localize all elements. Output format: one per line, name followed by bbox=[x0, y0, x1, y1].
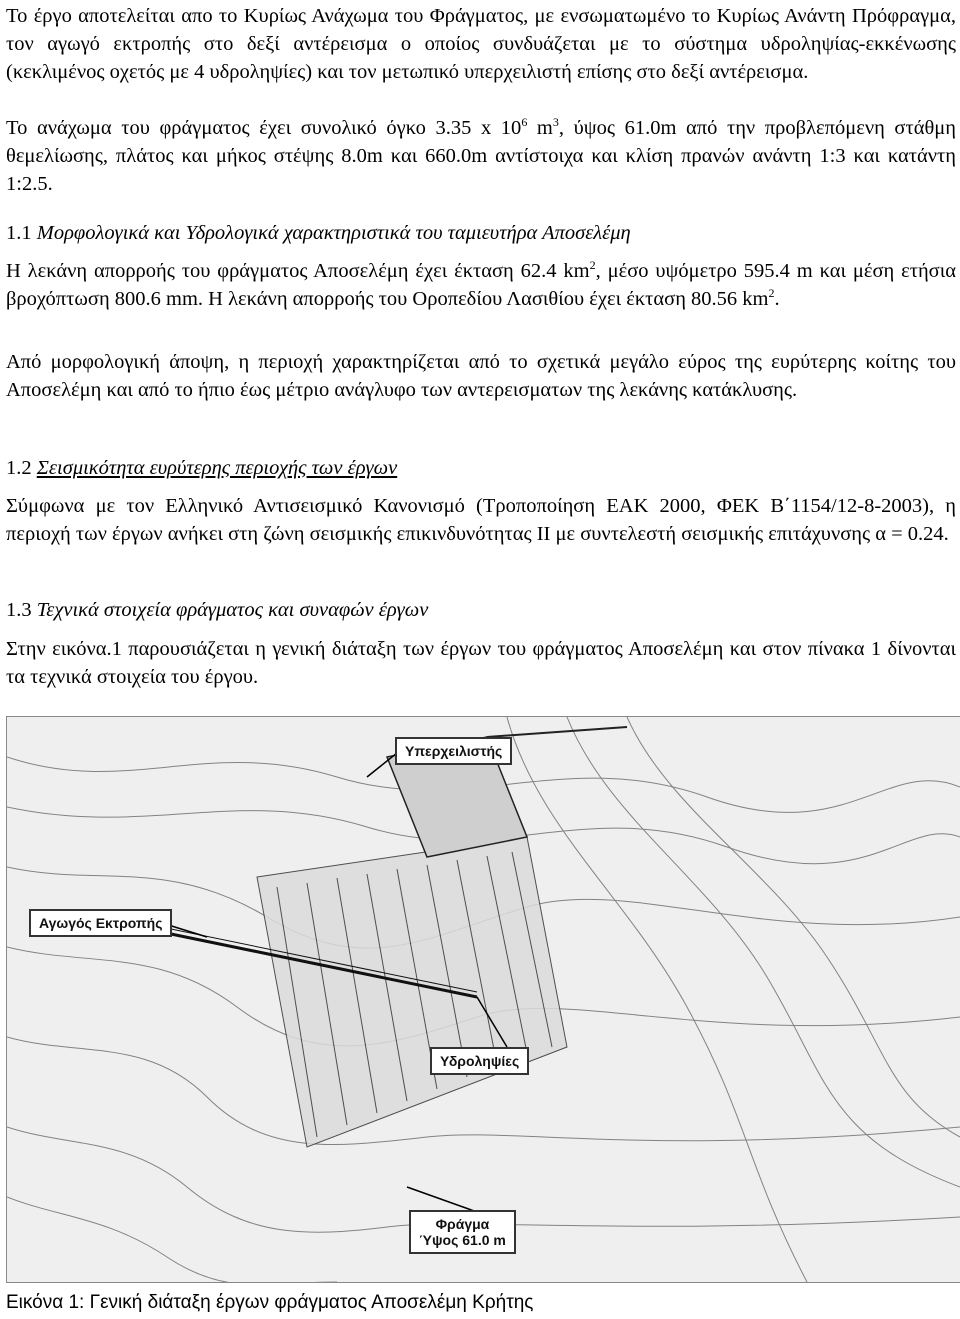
section-heading-1-2: 1.2 Σεισμικότητα ευρύτερης περιοχής των έργων bbox=[6, 457, 398, 479]
diversion-conduit-label: Αγωγός Εκτροπής bbox=[29, 909, 172, 937]
figure-caption: Εικόνα 1: Γενική διάταξη έργων φράγματος Αποσελέμη Κρήτης bbox=[6, 1292, 534, 1313]
paragraph-figure-intro: Στην εικόνα.1 παρουσιάζεται η γενική διάταξη των έργων του φράγματος Αποσελέμη και στον πίνακα 1 δίνονται τα τεχνικά στοιχεία του έργου. bbox=[6, 638, 956, 688]
intakes-label: Υδροληψίες bbox=[430, 1047, 529, 1075]
spillway-label: Υπερχειλιστής bbox=[395, 737, 512, 765]
paragraph-morphology: Από μορφολογική άποψη, η περιοχή χαρακτηρίζεται από το σχετικά μεγάλο εύρος της ευρύτερης κοίτης του Αποσελέμη και από το ήπιο έως μέτριο ανάγλυφο των αντερεισματων της λεκάνης κατάκλυσης. bbox=[6, 351, 956, 401]
paragraph-seismicity: Σύμφωνα με τον Ελληνικό Αντισεισμικό Κανονισμό (Τροποποίηση ΕΑΚ 2000, ΦΕΚ Β΄1154/12-8-2003), η περιοχή των έργων ανήκει στη ζώνη σεισμικής επικινδυνότητας ΙΙ με συντελεστή σεισμικής επιτάχυνσης α = 0.24. bbox=[6, 495, 956, 545]
section-heading-1-1: 1.1 Μορφολογικά και Υδρολογικά χαρακτηριστικά του ταμιευτήρα Αποσελέμη bbox=[6, 222, 631, 244]
section-heading-1-3: 1.3 Τεχνικά στοιχεία φράγματος και συναφών έργων bbox=[6, 599, 429, 621]
paragraph-project-description: Το έργο αποτελείται απο το Κυρίως Ανάχωμα του Φράγματος, με ενσωματωμένο το Κυρίως Ανάντη Πρόφραγμα, τον αγωγό εκτροπής στο δεξί αντέρεισμα ο οποίος συνδυάζεται με το σύστημα υδροληψίας-εκκένωσης (κεκλιμένος οχετός με 4 υδροληψίες) και τον μετωπικό υπερχειλιστή επίσης στο δεξί αντέρεισμα. bbox=[6, 5, 956, 83]
paragraph-catchment: Η λεκάνη απορροής του φράγματος Αποσελέμη έχει έκταση 62.4 $km^2$, μέσο υψόμετρο 595.4 m και μέση ετήσια βροχόπτωση 800.6 mm. Η λεκάνη απορροής του Οροπεδίου Λασιθίου έχει έκταση 80.56 $km^2$. bbox=[6, 258, 956, 310]
dam-label: Φράγμα Ύψος 61.0 m bbox=[409, 1210, 516, 1254]
dam-layout-drawing bbox=[7, 717, 960, 1282]
dam-layout-figure bbox=[6, 716, 960, 1283]
paragraph-dam-dimensions: Το ανάχωμα του φράγματος έχει συνολικό όγκο 3.35 x $10^6$ $m^3$, ύψος 61.0m από την προβλεπόμενη στάθμη θεμελίωσης, πλάτος και μήκος στέψης 8.0m και 660.0m αντίστοιχα και κλίση πρανών ανάντη 1:3 και κατάντη 1:2.5. bbox=[6, 115, 956, 195]
